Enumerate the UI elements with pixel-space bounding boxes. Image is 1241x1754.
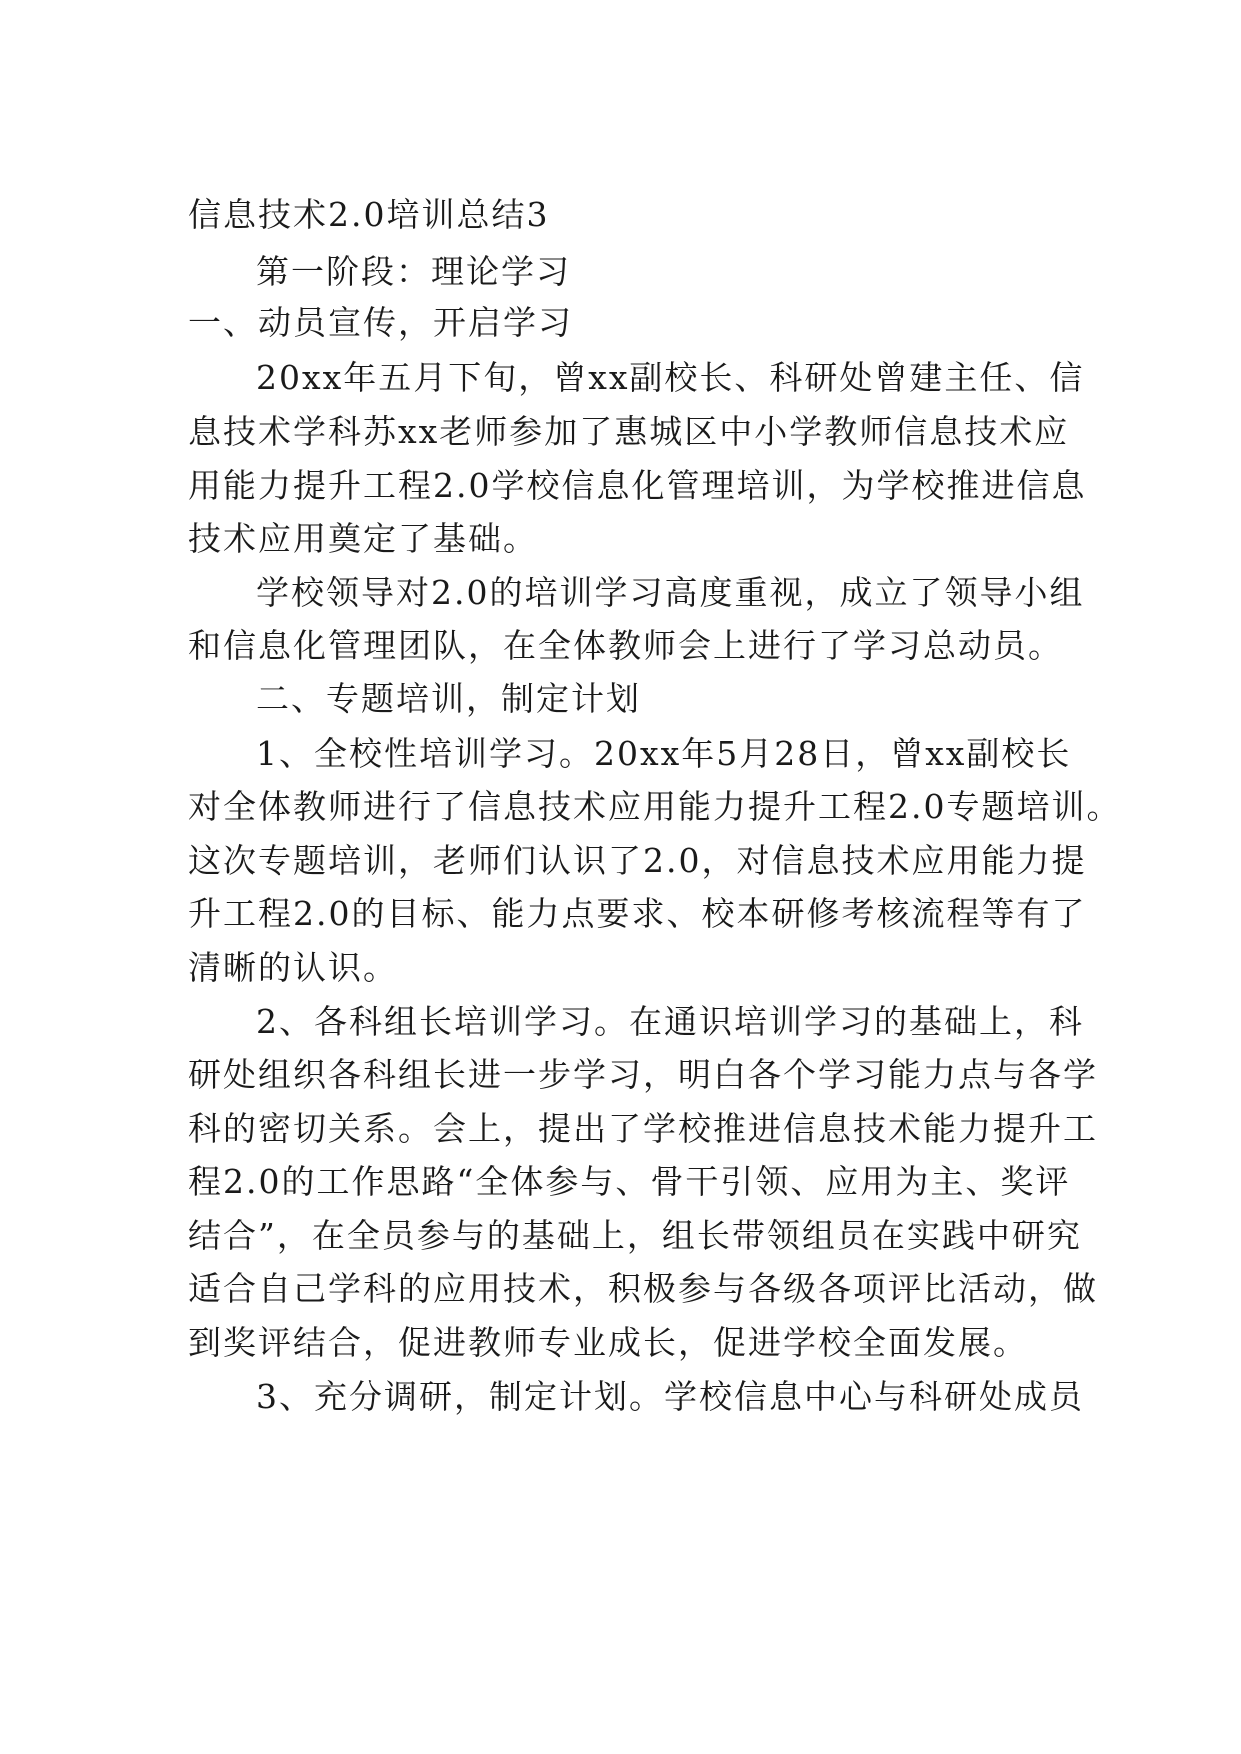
paragraph-line: 1、全校性培训学习。20xx年5月28日，曾xx副校长 — [256, 734, 1072, 773]
subheading-training: 二、专题培训，制定计划 — [256, 679, 641, 718]
paragraph-line: 到奖评结合，促进教师专业成长，促进学校全面发展。 — [188, 1323, 1028, 1362]
paragraph-line: 息技术学科苏xx老师参加了惠城区中小学教师信息技术应 — [188, 412, 1070, 451]
document-title: 信息技术2.0培训总结3 — [188, 195, 550, 234]
paragraph-line: 适合自己学科的应用技术，积极参与各级各项评比活动，做 — [188, 1269, 1098, 1308]
paragraph-line: 清晰的认识。 — [188, 948, 398, 987]
paragraph-line: 学校领导对2.0的培训学习高度重视，成立了领导小组 — [256, 573, 1085, 612]
paragraph-line: 结合”，在全员参与的基础上，组长带领组员在实践中研究 — [188, 1216, 1082, 1255]
paragraph-line: 2、各科组长培训学习。在通识培训学习的基础上，科 — [256, 1002, 1084, 1041]
paragraph-line: 20xx年五月下旬，曾xx副校长、科研处曾建主任、信 — [256, 358, 1085, 397]
paragraph-line: 这次专题培训，老师们认识了2.0，对信息技术应用能力提 — [188, 841, 1087, 880]
paragraph-line: 3、充分调研，制定计划。学校信息中心与科研处成员 — [256, 1377, 1084, 1416]
paragraph-line: 科的密切关系。会上，提出了学校推进信息技术能力提升工 — [188, 1109, 1098, 1148]
subheading-mobilization: 一、动员宣传，开启学习 — [188, 303, 573, 342]
paragraph-line: 和信息化管理团队，在全体教师会上进行了学习总动员。 — [188, 626, 1063, 665]
paragraph-line: 技术应用奠定了基础。 — [188, 519, 538, 558]
section-heading-stage-one: 第一阶段：理论学习 — [256, 252, 571, 291]
paragraph-line: 研处组织各科组长进一步学习，明白各个学习能力点与各学 — [188, 1055, 1098, 1094]
paragraph-line: 用能力提升工程2.0学校信息化管理培训，为学校推进信息 — [188, 466, 1087, 505]
paragraph-line: 程2.0的工作思路“全体参与、骨干引领、应用为主、奖评 — [188, 1162, 1071, 1201]
paragraph-line: 对全体教师进行了信息技术应用能力提升工程2.0专题培训。 — [188, 787, 1122, 826]
paragraph-line: 升工程2.0的目标、能力点要求、校本研修考核流程等有了 — [188, 894, 1087, 933]
